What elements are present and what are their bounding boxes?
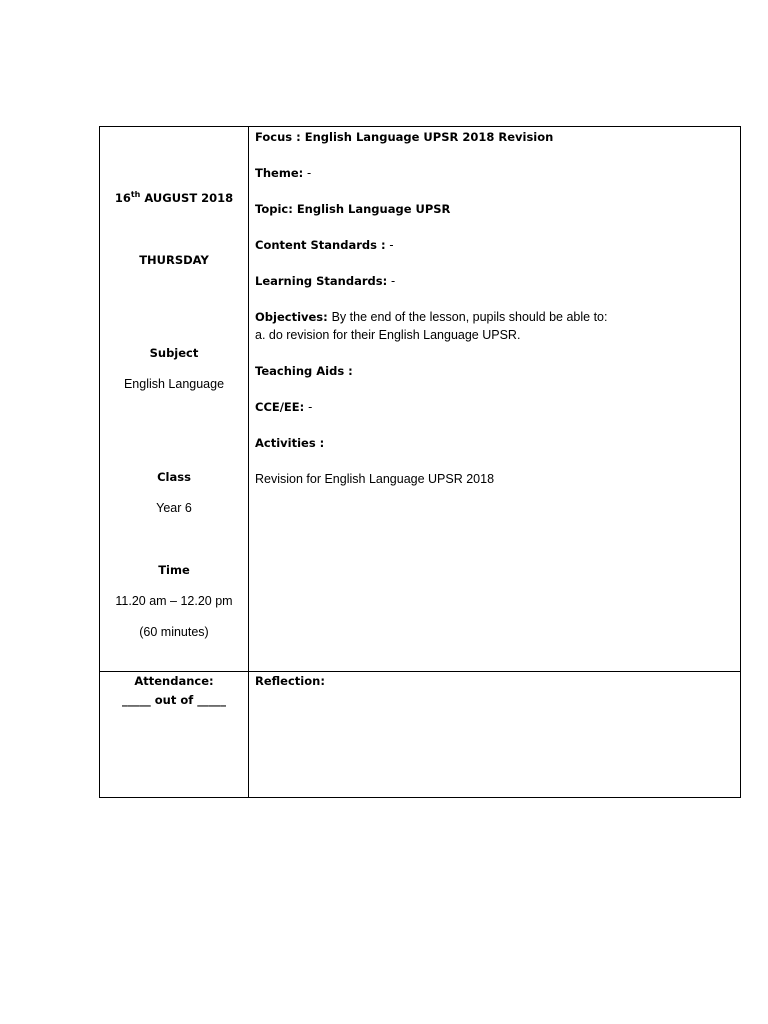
focus-line: Focus : English Language UPSR 2018 Revision [255,130,554,144]
duration-value: (60 minutes) [139,625,209,639]
class-label: Class [157,470,191,484]
activities-label: Activities : [255,436,325,450]
time-value: 11.20 am – 12.20 pm [115,594,233,608]
row-divider [100,671,740,672]
lesson-plan-table [99,126,741,798]
objective-a: a. do revision for their English Language UPSR. [255,328,521,342]
attendance-blank: _____ out of _____ [122,693,226,707]
activities-value: Revision for English Language UPSR 2018 [255,472,495,486]
time-label: Time [158,563,190,577]
theme-line: Theme: - [255,166,312,180]
class-value: Year 6 [156,501,192,515]
lesson-weekday: THURSDAY [139,253,209,267]
column-divider [248,127,249,797]
subject-label: Subject [149,346,199,360]
content-standards-line: Content Standards : - [255,238,394,252]
cce-ee-line: CCE/EE: - [255,400,313,414]
topic-line: Topic: English Language UPSR [255,202,451,216]
lesson-date: 16th AUGUST 2018 [114,190,234,205]
objectives-line: Objectives: By the end of the lesson, pupils should be able to: [255,310,608,324]
reflection-label: Reflection: [255,674,325,688]
attendance-label: Attendance: [134,674,214,688]
teaching-aids-label: Teaching Aids : [255,364,353,378]
learning-standards-line: Learning Standards: - [255,274,396,288]
subject-value: English Language [123,377,225,391]
